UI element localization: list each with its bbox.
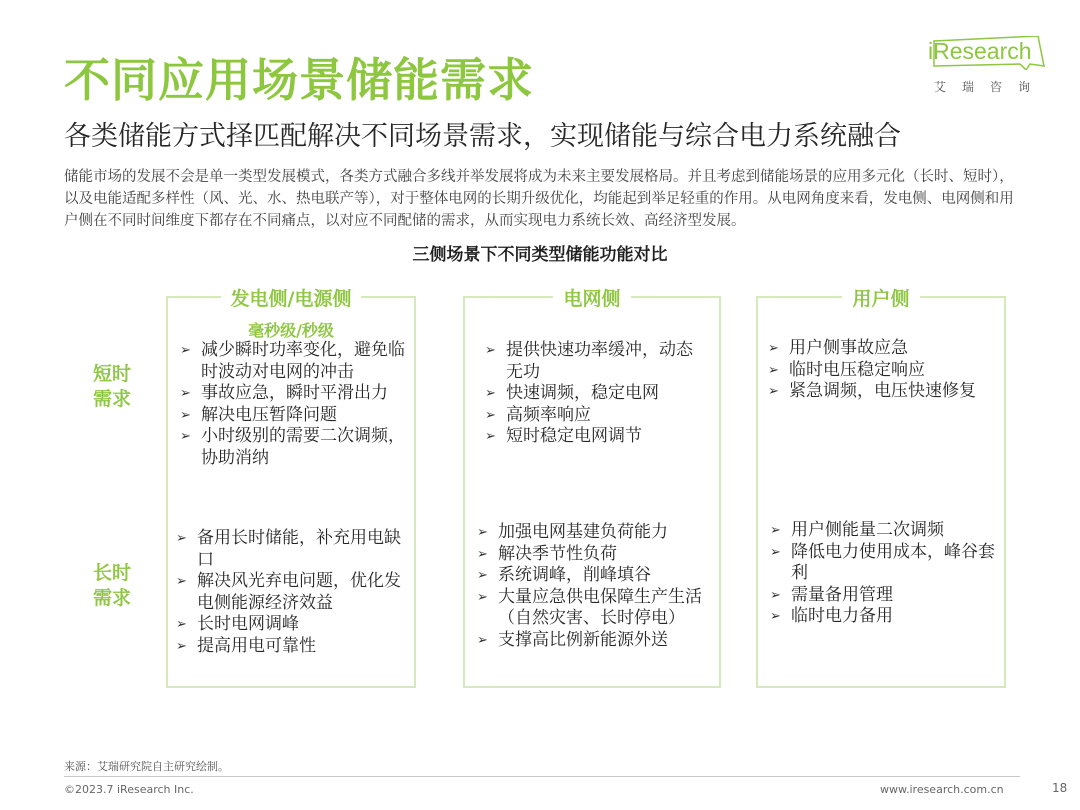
list-item: ➢ 解决风光弃电问题，优化发电侧能源经济效益 <box>176 571 408 614</box>
list-item: ➢ 备用长时储能，补充用电缺口 <box>176 528 408 571</box>
footer-divider <box>64 776 1020 777</box>
long-term-list <box>770 520 996 628</box>
list-item: ➢ 长时电网调峰 <box>176 614 408 636</box>
list-item: ➢ 提供快速功率缓冲，动态无功 <box>485 340 695 383</box>
list-item: ➢ 用户侧能量二次调频 <box>770 520 996 542</box>
list-item: ➢ 短时稳定电网调节 <box>485 426 695 448</box>
long-term-list <box>176 528 408 657</box>
list-item: ➢ 支撑高比例新能源外送 <box>477 630 717 652</box>
list-item: ➢ 快速调频，稳定电网 <box>485 383 695 405</box>
list-item: ➢ 系统调峰，削峰填谷 <box>477 565 717 587</box>
intro-paragraph: 储能市场的发展不会是单一类型发展模式，各类方式融合多线并举发展将成为未来主要发展格局。并且考虑到储能场景的应用多元化（长时、短时），以及电能适配多样性（风、光、水、热电联产等），对于整体电网的长期升级优化，均能起到举足轻重的作用。从电网角度来看，发电侧、电网侧和用户侧在不同时间维度下都存在不同痛点，以对应不同配储的需求，从而实现电力系统长效、高经济型发展。 <box>64 169 1014 229</box>
list-item: ➢ 减少瞬时功率变化，避免临时波动对电网的冲击 <box>180 340 408 383</box>
long-term-list <box>477 522 717 651</box>
panel-user-side <box>756 288 1006 688</box>
logo-brand-text: iResearch <box>928 38 1032 64</box>
list-item: ➢ 降低电力使用成本，峰谷套利 <box>770 542 996 585</box>
list-item: ➢ 紧急调频，电压快速修复 <box>768 381 988 403</box>
short-term-list <box>768 338 988 403</box>
list-item: ➢ 解决电压暂降问题 <box>180 405 408 427</box>
panel-generation-side <box>166 288 416 688</box>
list-item: ➢ 临时电力备用 <box>770 606 996 628</box>
list-item: ➢ 提高用电可靠性 <box>176 636 408 658</box>
list-item: ➢ 加强电网基建负荷能力 <box>477 522 717 544</box>
copyright: ©2023.7 iResearch Inc. <box>64 783 194 796</box>
chart-title: 三侧场景下不同类型储能功能对比 <box>412 245 668 265</box>
list-item: ➢ 解决季节性负荷 <box>477 544 717 566</box>
list-item: ➢ 需量备用管理 <box>770 585 996 607</box>
short-term-list <box>485 340 695 448</box>
short-term-list <box>180 340 408 469</box>
page-title: 不同应用场景储能需求 <box>64 53 534 107</box>
list-item: ➢ 用户侧事故应急 <box>768 338 988 360</box>
logo-chinese-text: 艾瑞咨询 <box>934 80 1047 94</box>
list-item: ➢ 小时级别的需要二次调频，协助消纳 <box>180 426 408 469</box>
page-number: 18 <box>1052 781 1068 795</box>
list-item: ➢ 临时电压稳定响应 <box>768 360 988 382</box>
panel-title: 发电侧/电源侧 <box>221 288 362 310</box>
row-label-short: 短时 需求 <box>92 363 131 410</box>
list-item: ➢ 高频率响应 <box>485 405 695 427</box>
panel-title: 用户侧 <box>842 288 919 310</box>
panel-subtitle: 毫秒级/秒级 <box>248 321 334 340</box>
list-item: ➢ 事故应急，瞬时平滑出力 <box>180 383 408 405</box>
page-subtitle: 各类储能方式择匹配解决不同场景需求，实现储能与综合电力系统融合 <box>64 121 901 152</box>
row-label-long: 长时 需求 <box>92 562 131 609</box>
panel-grid-side <box>463 288 721 688</box>
iresearch-logo <box>926 36 1046 96</box>
panel-title: 电网侧 <box>553 288 630 310</box>
list-item: ➢ 大量应急供电保障生产生活（自然灾害、长时停电） <box>477 587 717 630</box>
website-link[interactable]: www.iresearch.com.cn <box>880 783 1004 796</box>
source-note: 来源：艾瑞研究院自主研究绘制。 <box>64 760 229 773</box>
